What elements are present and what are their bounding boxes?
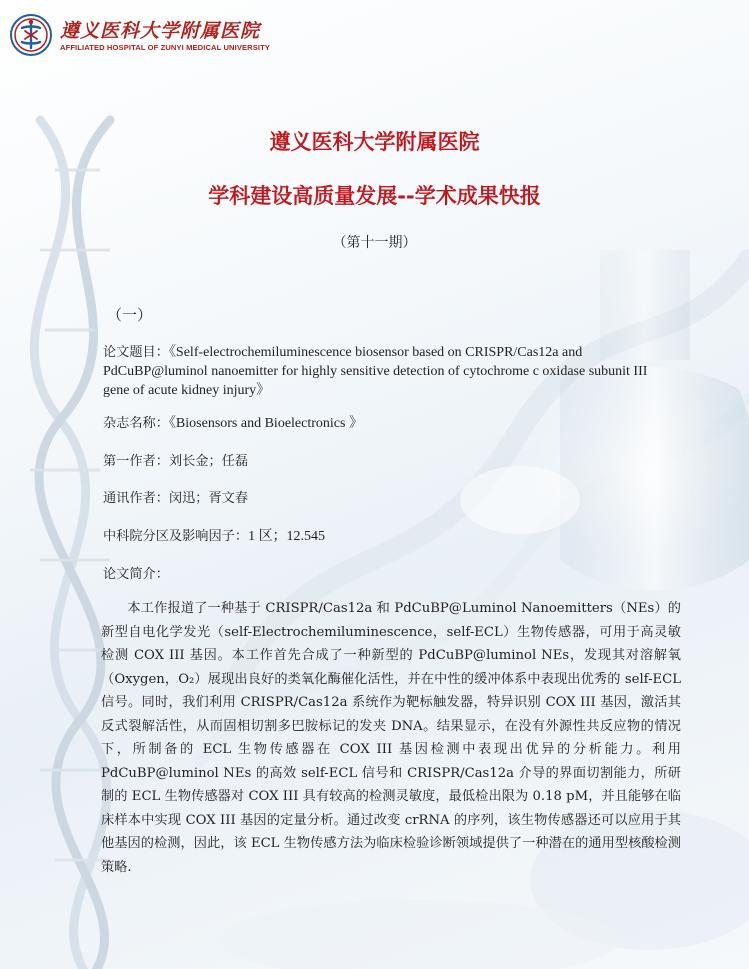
journal-value: 《Biosensors and Bioelectronics 》	[168, 416, 363, 431]
journal-row	[103, 414, 363, 433]
bulletin-title-line2: 学科建设高质量发展--学术成果快报	[208, 184, 541, 208]
hospital-header	[10, 14, 270, 64]
issue-number: （第十一期）	[332, 235, 417, 251]
abstract-heading-row	[103, 565, 169, 584]
first-author-row	[103, 452, 248, 471]
abstract-paragraph: 本工作报道了一种基于 CRISPR/Cas12a 和 PdCuBP@Luminol Nanoemitters（NEs）的新型自电化学发光（self-Electrochemiluminescence，self-ECL）生物传感器，可用于高灵敏检测 COX III 基因。本工作首先合成了一种新型的 PdCuBP@luminol NEs，发现其对溶解氧（Oxygen，O₂）展现出良好的类氧化酶催化活性，并在中性的缓冲体系中表现出优秀的 self-ECL 信号。同时，我们利用 CRISPR/Cas12a 系统作为靶标触发器，特异识别 COX III 基因，激活其反式裂解活性，从而固相切割多巴胺标记的发夹 DNA。结果显示，在没有外源性共反应物的情况下，所制备的 ECL 生物传感器在 COX III 基因检测中表现出优异的分析能力。利用 PdCuBP@luminol NEs 的高效 self-ECL 信号和 CRISPR/Cas12a 介导的界面切割能力，所研制的 ECL 生物传感器对 COX III 具有较高的检测灵敏度，最低检出限为 0.18 pM，并且能够在临床样本中实现 COX III 基因的定量分析。通过改变 crRNA 的序列，该生物传感器还可以应用于其他基因的检测，因此，该 ECL 生物传感方法为临床检验诊断领域提供了一种潜在的通用型核酸检测策略.	[101, 601, 681, 875]
section-number: （一）	[107, 306, 153, 324]
journal-label: 杂志名称：	[103, 416, 169, 431]
impact-factor-row	[103, 527, 325, 546]
hospital-name-en: AFFILIATED HOSPITAL OF ZUNYI MEDICAL UNIVERSITY	[60, 43, 271, 52]
paper-title-row	[103, 343, 663, 400]
corresponding-author-value: 闵迅；胥文春	[168, 491, 249, 506]
abstract-label: 论文简介：	[103, 567, 169, 582]
hospital-name-cn: 遵义医科大学附属医院	[60, 20, 261, 42]
first-author-label: 第一作者：	[103, 454, 169, 469]
hospital-emblem-icon	[10, 14, 52, 56]
paper-title-label: 论文题目：	[103, 345, 169, 360]
corresponding-author-label: 通讯作者：	[103, 491, 169, 506]
paper-title-value: 《Self-electrochemiluminescence biosensor based on CRISPR/Cas12a and PdCuBP@luminol nanoemitter for highly sensitive detection of cytochrome c oxidase subunit III gene of acute kidney injury》	[103, 345, 648, 398]
impact-factor-value: 1 区；12.545	[248, 529, 326, 544]
bulletin-title-line1: 遵义医科大学附属医院	[269, 130, 480, 154]
corresponding-author-row	[103, 489, 248, 508]
impact-factor-label: 中科院分区及影响因子：	[103, 529, 249, 544]
first-author-value: 刘长金；任磊	[168, 454, 249, 469]
